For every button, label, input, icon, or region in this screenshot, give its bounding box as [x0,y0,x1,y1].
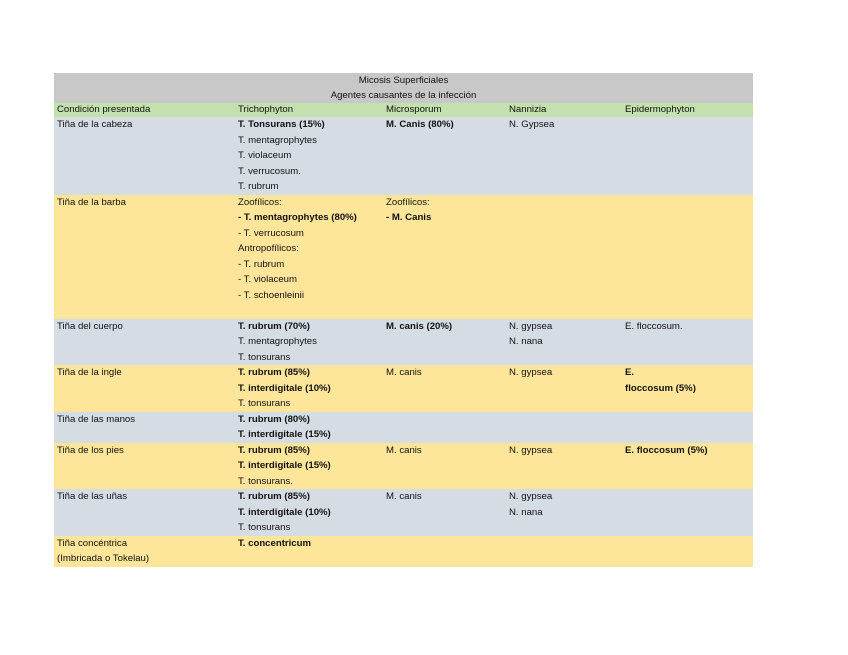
epidermophyton-cell [622,365,753,412]
cell-line: T. rubrum (85%) [238,367,310,378]
condition-cell [54,443,235,490]
cell-line: M. canis (20%) [386,320,453,332]
trichophyton-cell [235,412,383,443]
header-condition: Condición presentada [57,104,151,115]
cell-line: T. interdigitale (10%) [238,382,331,394]
cell-line: M. canis [386,491,422,502]
cell-line: N. gypsea [509,491,553,502]
table-row [54,443,753,490]
table-row [54,536,753,567]
nannizia-cell [506,365,622,412]
trichophyton-cell [235,536,383,567]
cell-line: Tiña de la ingle [57,367,122,378]
condition-cell [54,319,235,366]
cell-line: N. Gypsea [509,119,555,130]
trichophyton-cell [235,195,383,319]
table-row [54,365,753,412]
cell-line: T. mentagrophytes [238,336,317,347]
cell-line: E. [625,367,635,378]
table-row [54,195,753,319]
cell-line: Tiña concéntrica [57,537,128,549]
header-row [54,103,753,117]
epidermophyton-cell [622,412,753,443]
epidermophyton-cell [622,443,753,490]
cell-line: T. tonsurans [238,398,291,409]
cell-line: T. rubrum (70%) [238,320,310,332]
table-row [54,489,753,536]
cell-line: - T. mentagrophytes (80%) [238,212,357,223]
nannizia-cell [506,489,622,536]
spreadsheet-table [54,73,753,567]
title-line-1: Micosis Superficiales [358,75,449,86]
cell-line: Tiña del cuerpo [57,320,123,332]
microsporum-cell [383,117,506,195]
microsporum-cell [383,489,506,536]
cell-line: M. canis [386,367,422,378]
cell-line: T. mentagrophytes [238,134,317,146]
trichophyton-cell [235,443,383,490]
header-trichophyton: Trichophyton [238,104,294,115]
cell-line: T. rubrum (85%) [238,444,310,456]
cell-line: - T. schoenleinii [238,289,304,301]
cell-line: N. nana [509,506,543,518]
condition-cell [54,365,235,412]
epidermophyton-cell [622,117,753,195]
nannizia-cell [506,117,622,195]
title-line-2: Agentes causantes de la infección [330,90,477,101]
cell-line: T. verrucosum. [238,165,301,177]
cell-line: M. Canis (80%) [386,119,454,130]
epidermophyton-cell [622,319,753,366]
cell-line: N. gypsea [509,367,553,378]
table-row [54,319,753,366]
table-body [54,117,753,567]
cell-line: - T. violaceum [238,274,298,285]
epidermophyton-cell [622,536,753,567]
cell-line: E. floccosum. [625,320,683,332]
cell-line: (Imbricada o Tokelau) [57,553,150,564]
header-nannizia: Nannizia [509,104,547,115]
epidermophyton-cell [622,489,753,536]
nannizia-cell [506,536,622,567]
cell-line: T. rubrum (85%) [238,491,310,502]
nannizia-cell [506,412,622,443]
cell-line: N. gypsea [509,320,553,332]
condition-cell [54,195,235,319]
epidermophyton-cell [622,195,753,319]
table-row [54,117,753,195]
cell-line: floccosum (5%) [625,382,696,394]
header-epidermophyton: Epidermophyton [625,104,695,115]
cell-line: T. tonsurans [238,351,291,363]
cell-line: Zoofílicos: [386,196,430,208]
cell-line: Tiña de la barba [57,196,126,208]
cell-line: Tiña de la cabeza [57,119,133,130]
nannizia-cell [506,443,622,490]
cell-line: T. rubrum [238,181,279,192]
condition-cell [54,489,235,536]
cell-line: Tiña de las uñas [57,491,128,502]
microsporum-cell [383,195,506,319]
cell-line: Tiña de las manos [57,413,136,425]
nannizia-cell [506,195,622,319]
cell-line: E. floccosum (5%) [625,444,708,456]
cell-line: Zoofílicos: [238,196,282,208]
cell-line: Tiña de los pies [57,444,124,456]
condition-cell [54,536,235,567]
cell-line: T. interdigitale (15%) [238,460,331,471]
cell-line: T. rubrum (80%) [238,413,310,425]
cell-line: T. interdigitale (15%) [238,429,331,440]
trichophyton-cell [235,489,383,536]
microsporum-cell [383,365,506,412]
microsporum-cell [383,536,506,567]
nannizia-cell [506,319,622,366]
cell-line [238,303,383,319]
cell-line: N. gypsea [509,444,553,456]
trichophyton-cell [235,319,383,366]
cell-line: - M. Canis [386,212,432,223]
microsporum-cell [383,319,506,366]
cell-line: - T. rubrum [238,258,285,270]
cell-line: T. tonsurans [238,522,291,533]
cell-line: Antropofílicos: [238,243,299,254]
cell-line: N. nana [509,336,543,347]
cell-line: T. concentricum [238,537,312,549]
condition-cell [54,117,235,195]
trichophyton-cell [235,365,383,412]
cell-line: - T. verrucosum [238,227,304,239]
header-microsporum: Microsporum [386,104,442,115]
condition-cell [54,412,235,443]
table-title [54,73,753,103]
microsporum-cell [383,412,506,443]
table-row [54,412,753,443]
microsporum-cell [383,443,506,490]
trichophyton-cell [235,117,383,195]
cell-line: T. violaceum [238,150,292,161]
cell-line: T. interdigitale (10%) [238,506,331,518]
cell-line: M. canis [386,444,422,456]
cell-line: T. Tonsurans (15%) [238,119,325,130]
cell-line: T. tonsurans. [238,475,293,487]
